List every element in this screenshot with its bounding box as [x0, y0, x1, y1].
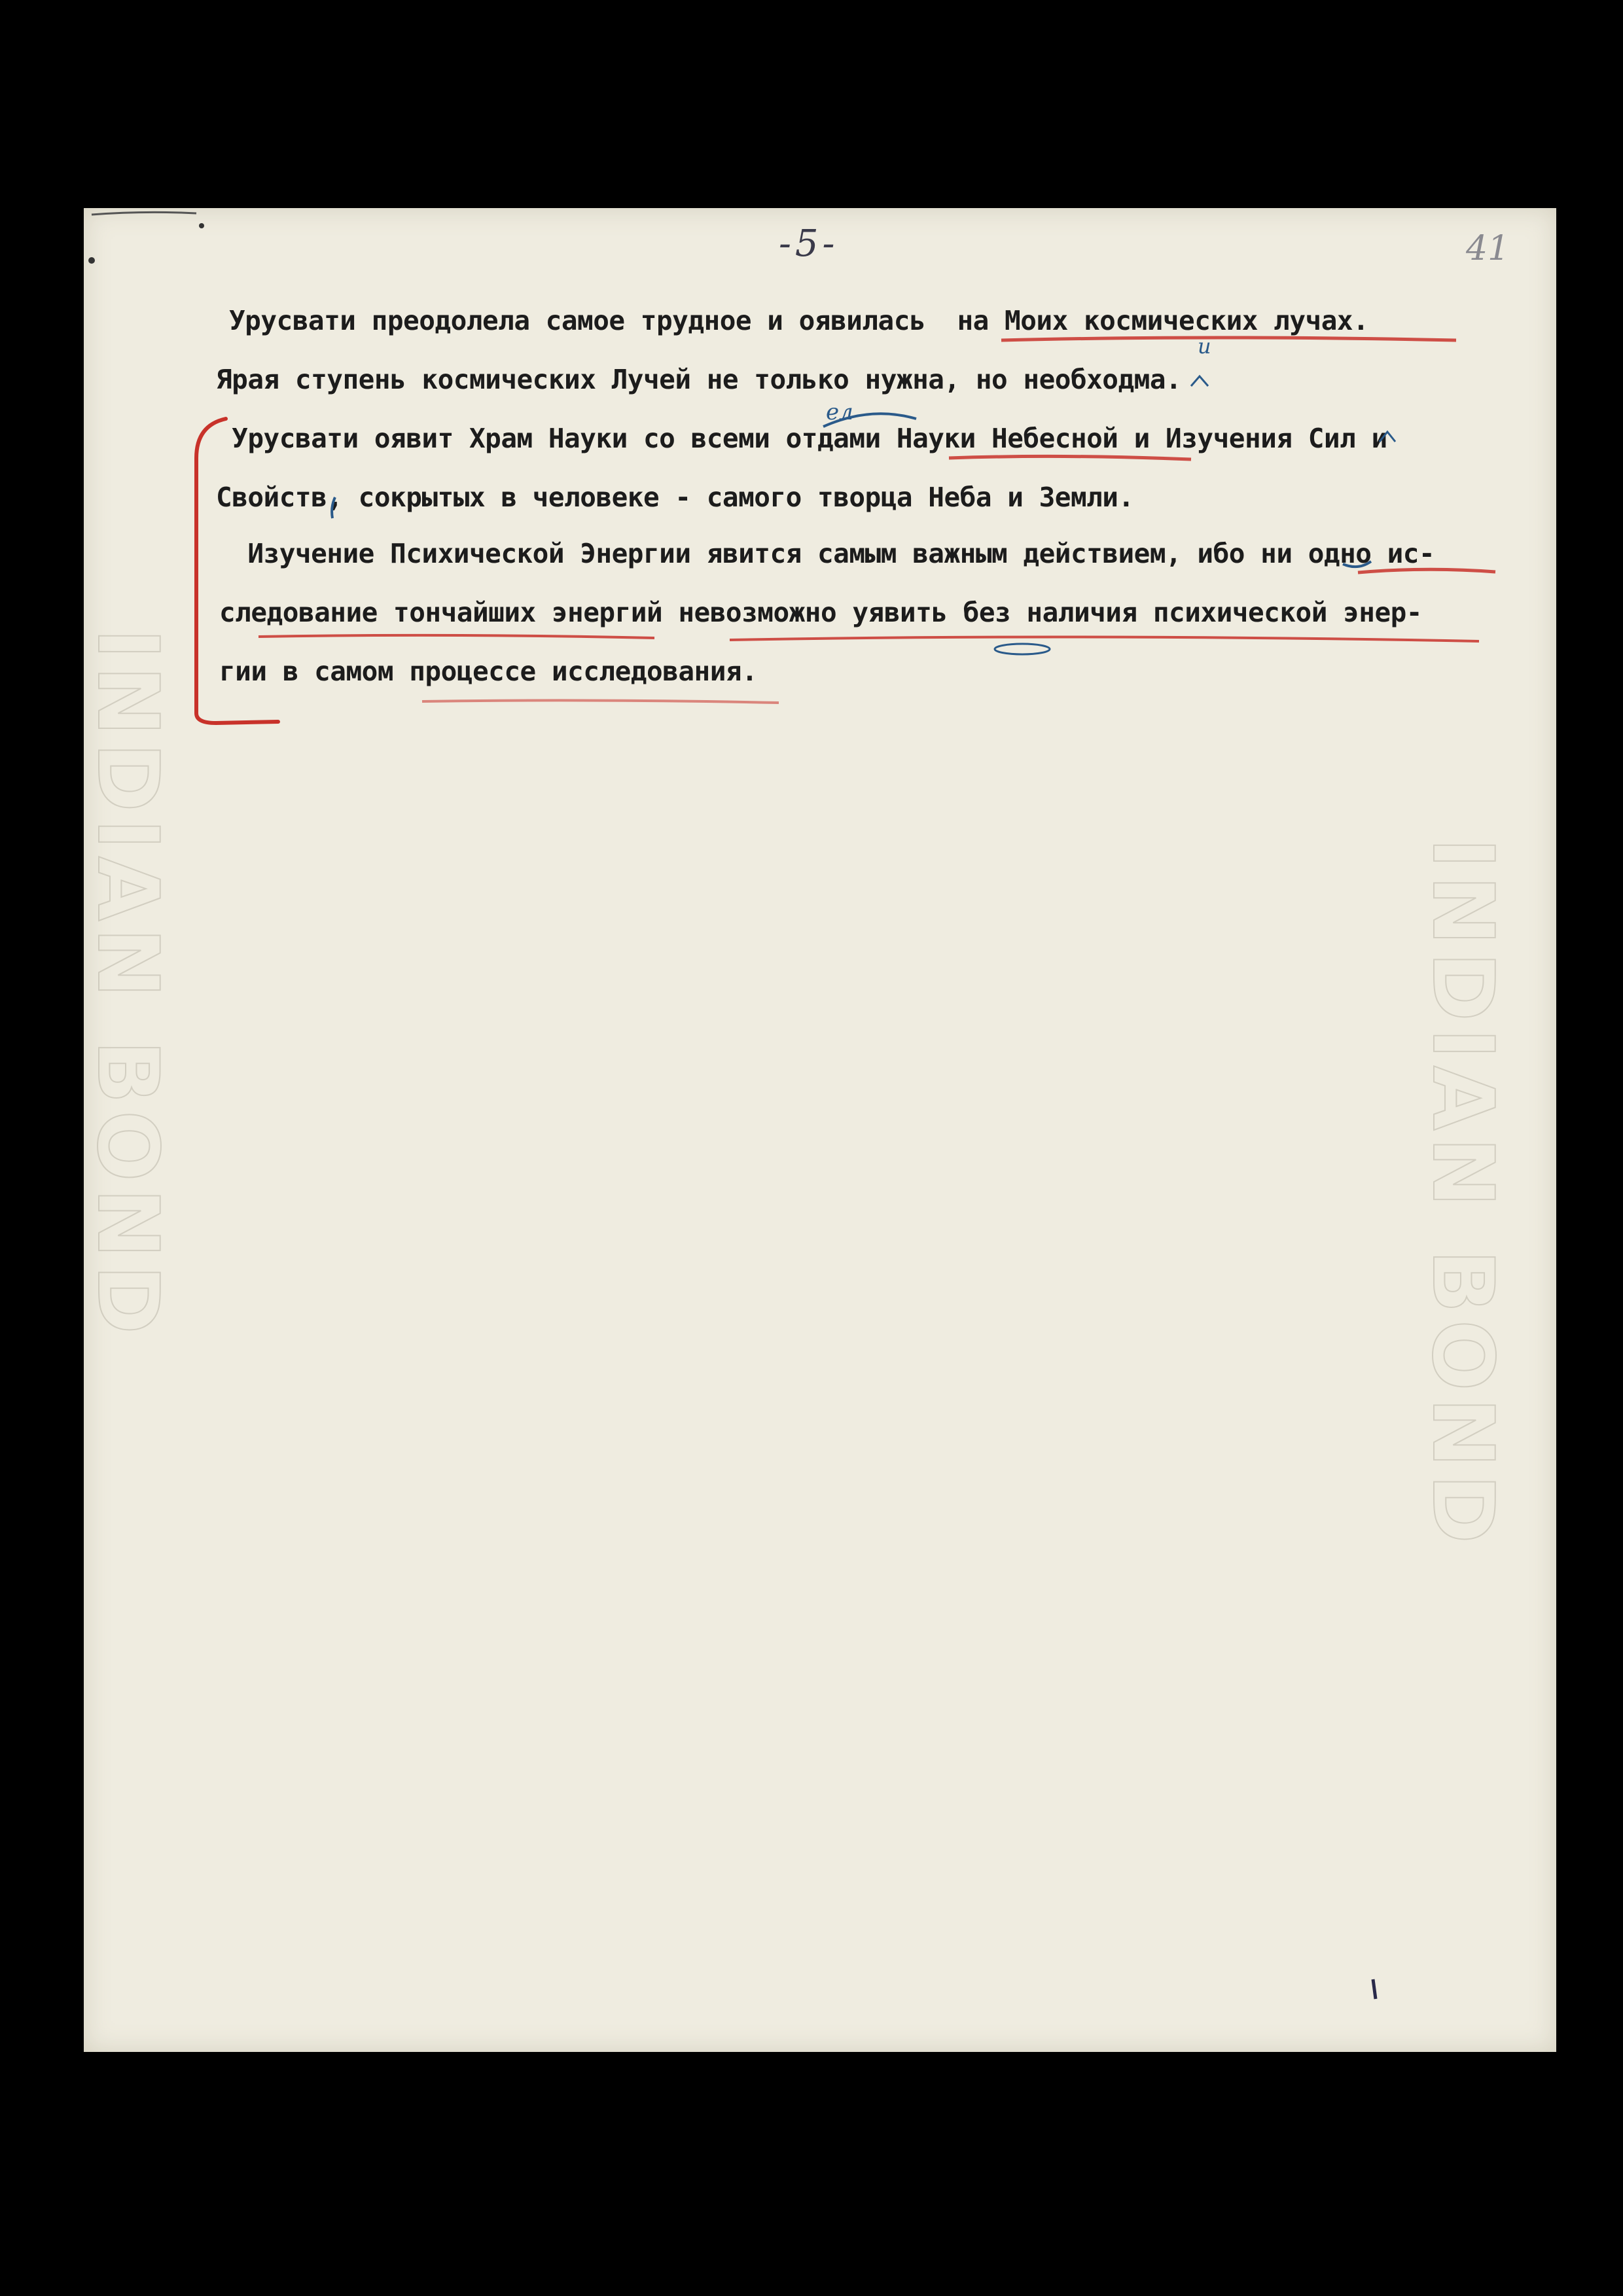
ink-speck [199, 223, 204, 228]
correction-ni [1343, 561, 1371, 567]
archive-number: 41 [1466, 229, 1510, 268]
underline-line-7 [422, 700, 779, 703]
underline-line-6a [259, 635, 654, 638]
correction-comma [332, 497, 335, 518]
watermark-left: INDIAN BOND [79, 628, 176, 1341]
underline-line-6b [730, 637, 1479, 641]
ink-speck [88, 257, 95, 264]
correction-caret-1 [1191, 376, 1208, 386]
underline-line-3 [949, 456, 1191, 459]
ink-stroke-mark [1373, 1979, 1376, 1999]
watermark-right: INDIAN BOND [1414, 838, 1511, 1551]
text-line-3: Урусвати оявит Храм Науки со всеми отдами Науки Небесной и Изучения Сил и [216, 423, 1387, 454]
text-line-2: Ярая ступень космических Лучей не только нужна, но необходма. [216, 364, 1182, 395]
underline-line-5 [1358, 569, 1495, 573]
text-line-4: Свойств, сокрытых в человеке - самого творца Неба и Земли. [216, 482, 1134, 513]
text-line-7: гии в самом процессе исследования. [219, 656, 758, 687]
margin-bracket-mark [196, 419, 278, 723]
correction-arc-el [823, 414, 916, 427]
handwritten-insert-i: и [1198, 334, 1211, 359]
underline-line-1 [1001, 338, 1456, 340]
edge-scratch [92, 212, 196, 215]
text-line-6: следование тончайших энергий невозможно уявить без наличия психической энер- [219, 597, 1422, 628]
text-line-5: Изучение Психической Энергии явится самым важным действием, ибо ни одно ис- [216, 538, 1435, 569]
page-number: -5- [779, 222, 839, 265]
correction-circle [995, 644, 1050, 654]
text-line-1: Урусвати преодолела самое трудное и оявилась на Моих космических лучах. [229, 305, 1369, 336]
correction-caret-2 [1380, 432, 1395, 442]
handwritten-insert-el: ел [826, 399, 853, 425]
